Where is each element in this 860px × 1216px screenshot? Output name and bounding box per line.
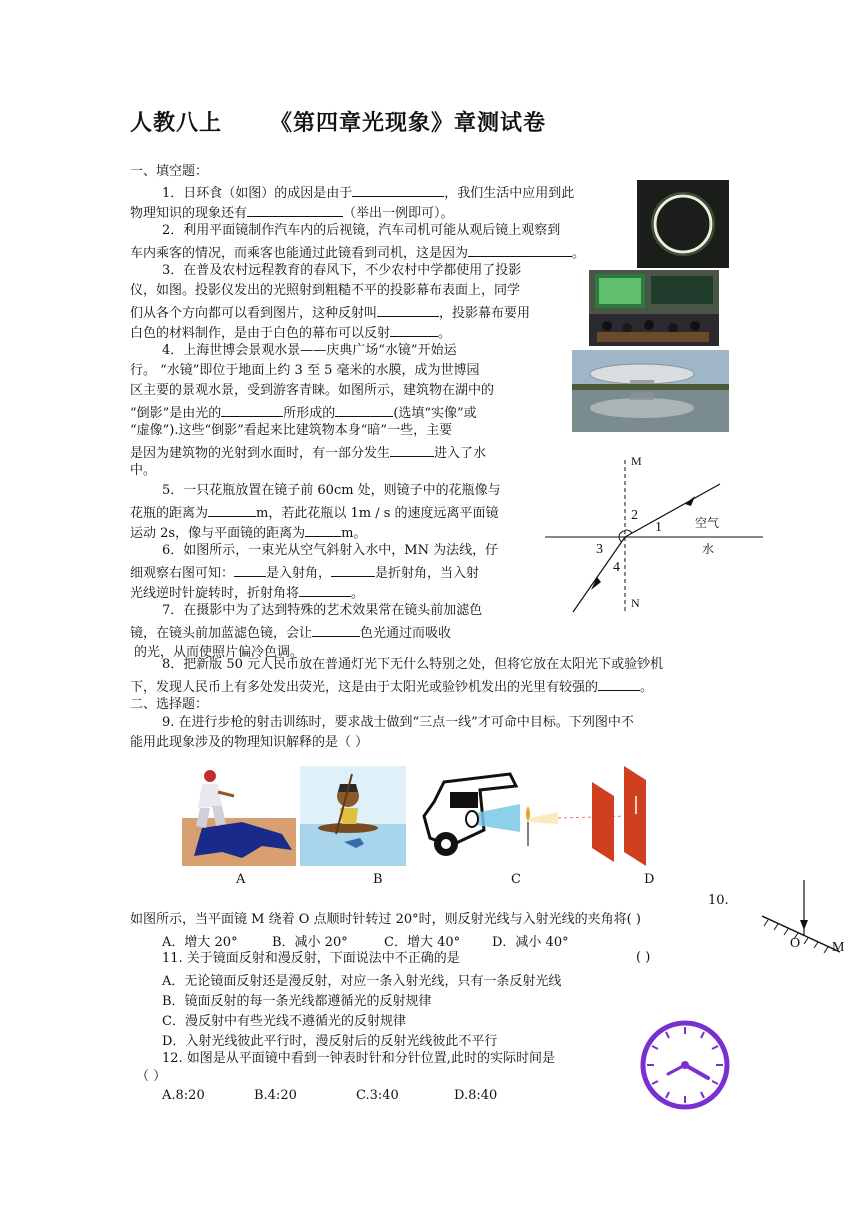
q5-line2: 花瓶的距离为 m，若此花瓶以 1m / s 的速度远离平面镜	[130, 502, 499, 523]
figure-label-d: D	[644, 872, 655, 887]
mirror-point-o: O	[790, 936, 801, 951]
classroom-projector-image	[589, 270, 719, 346]
page-title: 人教八上 《第四章光现象》章测试卷	[130, 110, 547, 136]
q7-line2: 镜，在镜头前加蓝滤色镜，会让 色光通过而吸收	[130, 622, 451, 643]
q5-line1: 5．一只花瓶放置在镜子前 60cm 处，则镜子中的花瓶像与	[162, 483, 501, 498]
q10-option-a: A．增大 20°	[162, 935, 238, 950]
q4-line7: 中。	[130, 463, 157, 478]
q12-text: 12. 如图是从平面镜中看到一钟表时针和分针位置,此时的实际时间是	[162, 1051, 555, 1066]
q3-line2: 仪，如图。投影仪发出的光照射到粗糙不平的投影幕布表面上，同学	[130, 283, 521, 298]
q2-line2: 车内乘客的情况，而乘客也能通过此镜看到司机，这是因为 。	[130, 242, 585, 263]
q10-option-b: B．减小 20°	[272, 935, 348, 950]
air-label: 空气	[695, 516, 720, 530]
q10-number: 10.	[708, 893, 729, 908]
annular-eclipse-image	[637, 180, 729, 268]
figure-a-shadow	[182, 766, 296, 866]
q9-line1: 9. 在进行步枪的射击训练时，要求战士做到“三点一线”才可命中目标。下列图中不	[162, 715, 634, 730]
q7-line1: 7．在摄影中为了达到特殊的艺术效果常在镜头前加滤色	[162, 603, 483, 618]
water-label: 水	[702, 542, 715, 556]
q10-text: 如图所示，当平面镜 M 绕着 O 点顺时针转过 20°时，则反射光线与入射光线的夹角将( )	[130, 912, 641, 927]
q3-line1: 3．在普及农村远程教育的春风下，不少农村中学都使用了投影	[162, 263, 522, 278]
q7-line3: 的光，从而使照片偏冷色调。	[134, 645, 304, 660]
q2-line1: 2．利用平面镜制作汽车内的后视镜，汽车司机可能从观后镜上观察到	[162, 223, 561, 238]
q12-answer-paren: （ ）	[136, 1069, 167, 1084]
section-fill-in: 一、填空题：	[130, 164, 209, 179]
q8-line1: 8．把新版 50 元人民币放在普通灯光下无什么特别之处，但将它放在太阳光下或验钞机	[162, 657, 664, 672]
figure-b-fishing	[300, 766, 406, 866]
q12-option-a: A.8:20	[162, 1088, 205, 1103]
q4-line6: 是因为建筑物的光射到水面时，有一部分发生 进入了水	[130, 442, 486, 463]
angle-label-3: 3	[596, 542, 603, 557]
figure-d-screens	[558, 766, 668, 866]
q11-option-b: B．镜面反射的每一条光线都遵循光的反射规律	[162, 994, 432, 1009]
angle-label-2: 2	[631, 508, 638, 523]
q4-line1: 4．上海世博会景观水景——庆典广场“水镜”开始运	[162, 343, 457, 358]
q4-line4: “倒影”是由光的 所形成的 (选填“实像”或	[130, 402, 477, 423]
q10-option-d: D．减小 40°	[492, 935, 569, 950]
q9-line2: 能用此现象涉及的物理知识解释的是（ ）	[130, 735, 369, 750]
q12-option-b: B.4:20	[254, 1088, 297, 1103]
q8-line2: 下，发现人民币上有多处发出荧光，这是由于太阳光或验钞机发出的光里有较强的 。	[130, 676, 653, 697]
section-multiple-choice: 二、选择题：	[130, 697, 209, 712]
q11-option-c: C．漫反射中有些光线不遵循光的反射规律	[162, 1014, 406, 1029]
figure-label-a: A	[236, 872, 246, 887]
q3-line3: 们从各个方向都可以看到图片，这种反射叫 ，投影幕布要用	[130, 302, 530, 323]
normal-label-m: M	[631, 454, 642, 468]
q6-line3: 光线逆时针旋转时，折射角将 。	[130, 582, 364, 603]
q12-option-c: C.3:40	[356, 1088, 399, 1103]
q11-text: 11. 关于镜面反射和漫反射，下面说法中不正确的是	[162, 951, 460, 966]
mirror-label-m: M	[832, 940, 845, 955]
figure-c-headlight	[410, 766, 520, 866]
q3-line4: 白色的材料制作，是由于白色的幕布可以反射 。	[130, 322, 451, 343]
figure-label-b: B	[373, 872, 383, 887]
figure-label-c: C	[511, 872, 521, 887]
q11-option-d: D．入射光线彼此平行时，漫反射后的反射光线彼此不平行	[162, 1034, 498, 1049]
q11-answer-paren: ( )	[636, 950, 651, 965]
q6-line1: 6．如图所示，一束光从空气斜射入水中，MN 为法线，仔	[162, 543, 499, 558]
q1-line1: 1．日环食（如图）的成因是由于 ，我们生活中应用到此	[162, 182, 574, 203]
q10-option-c: C．增大 40°	[384, 935, 461, 950]
q4-line5: “虚像”).这些“倒影”看起来比建筑物本身“暗”一些，主要	[130, 423, 453, 438]
mirror-clock-image	[638, 1018, 732, 1112]
mirror-rotation-diagram	[760, 880, 852, 960]
q11-option-a: A．无论镜面反射还是漫反射，对应一条入射光线，只有一条反射光线	[162, 974, 562, 989]
q5-line3: 运动 2s，像与平面镜的距离为 m。	[130, 522, 366, 543]
expo-water-mirror-image	[572, 350, 729, 432]
q1-line2: 物理知识的现象还有 （举出一例即可）。	[130, 202, 454, 223]
q4-line2: 行。 “水镜”即位于地面上约 3 至 5 毫米的水膜，成为世博园	[130, 363, 480, 378]
figure-c-candle	[520, 766, 558, 866]
angle-label-4: 4	[613, 560, 620, 575]
refraction-diagram	[545, 452, 765, 617]
q4-line3: 区主要的景观水景，受到游客青睐。如图所示，建筑物在湖中的	[130, 383, 495, 398]
angle-label-1: 1	[655, 520, 662, 535]
normal-label-n: N	[631, 596, 640, 610]
q6-line2: 细观察右图可知： 是入射角， 是折射角，当入射	[130, 562, 479, 583]
q12-option-d: D.8:40	[454, 1088, 498, 1103]
